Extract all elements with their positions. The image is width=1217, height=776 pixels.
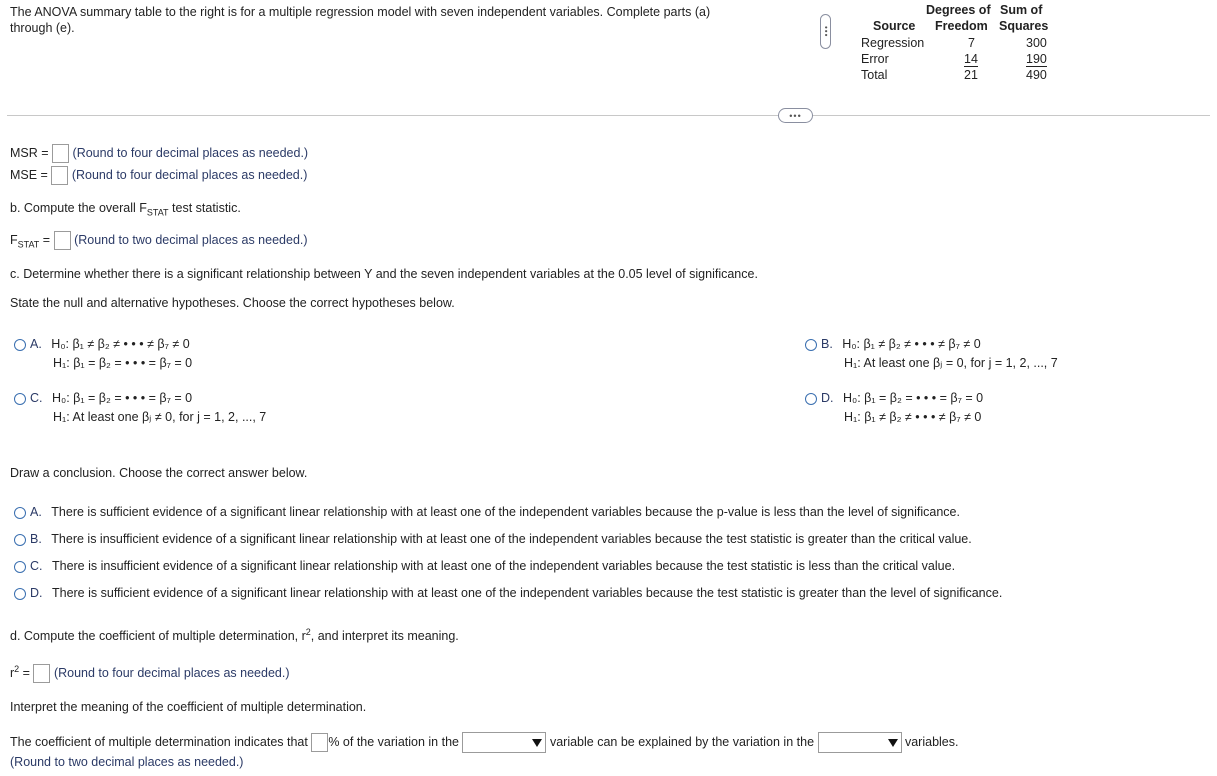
- radio-icon[interactable]: [14, 588, 26, 600]
- more-dots-icon: •••: [789, 110, 802, 121]
- sentence-part-3: variable can be explained by the variation in the: [549, 734, 815, 749]
- independent-variable-dropdown[interactable]: [818, 732, 902, 753]
- option-h1: H₁: β₁ = β₂ = • • • = β₇ = 0: [53, 356, 193, 370]
- stat-subscript: STAT: [146, 207, 169, 218]
- row-ss: 300: [1026, 36, 1047, 50]
- header-ss-line1: Sum of: [1000, 3, 1043, 17]
- hypotheses-prompt: State the null and alternative hypotheses. Choose the correct hypotheses below.: [10, 296, 455, 310]
- hypothesis-option-b[interactable]: [805, 335, 1058, 373]
- header-source: Source: [873, 19, 916, 33]
- option-h0: H₀: β₁ ≠ β₂ ≠ • • • ≠ β₇ ≠ 0: [842, 337, 981, 351]
- msr-input[interactable]: [52, 144, 69, 163]
- fstat-equals: =: [39, 232, 51, 247]
- msr-label: MSR =: [10, 145, 49, 160]
- section-divider: [7, 115, 1210, 116]
- option-text: There is insufficient evidence of a significant linear relationship with at least one of the independent variables because the test statistic is less than the critical value.: [51, 559, 956, 573]
- percent-input[interactable]: [311, 733, 328, 752]
- option-h1: H₁: At least one βⱼ ≠ 0, for j = 1, 2, ..., 7: [53, 410, 267, 424]
- option-letter: D.: [821, 391, 834, 405]
- header-ss-line2: Squares: [999, 19, 1049, 33]
- expand-button[interactable]: [778, 108, 813, 123]
- dropdown-arrow-icon: [530, 735, 543, 750]
- part-c-prompt: c. Determine whether there is a significant relationship between Y and the seven independent variables at the 0.05 level of significance.: [10, 267, 758, 281]
- percent-hint: (Round to two decimal places as needed.): [10, 755, 244, 769]
- header-df-line1: Degrees of: [926, 3, 991, 17]
- radio-icon[interactable]: [14, 339, 26, 351]
- fstat-hint: (Round to two decimal places as needed.): [74, 232, 308, 247]
- hypothesis-option-c[interactable]: [14, 389, 266, 427]
- radio-icon[interactable]: [805, 339, 817, 351]
- r2-hint: (Round to four decimal places as needed.): [53, 666, 290, 681]
- option-letter: A.: [30, 337, 42, 351]
- radio-icon[interactable]: [14, 534, 26, 546]
- row-df: 14: [964, 52, 978, 66]
- conclusion-option-a[interactable]: [14, 505, 960, 519]
- option-h1: H₁: β₁ ≠ β₂ ≠ • • • ≠ β₇ ≠ 0: [844, 410, 982, 424]
- fstat-subscript: STAT: [17, 239, 40, 250]
- r2-label: r: [10, 666, 15, 681]
- problem-intro: The ANOVA summary table to the right is for a multiple regression model with seven independent variables. Complete parts (a) through (e).: [10, 5, 711, 35]
- conclusion-option-c[interactable]: [14, 559, 955, 573]
- fstat-row: [10, 231, 308, 250]
- radio-icon[interactable]: [14, 393, 26, 405]
- side-handle[interactable]: [820, 14, 831, 49]
- option-h0: H₀: β₁ ≠ β₂ ≠ • • • ≠ β₇ ≠ 0: [51, 337, 190, 351]
- interpret-sentence: [10, 732, 958, 753]
- sentence-part-1: The coefficient of multiple determination indicates that: [10, 734, 308, 749]
- mse-hint: (Round to four decimal places as needed.): [71, 167, 308, 182]
- conclusion-option-d[interactable]: [14, 586, 1002, 600]
- conclusion-option-b[interactable]: [14, 532, 972, 546]
- mse-label: MSE =: [10, 167, 48, 182]
- part-d-prompt: [10, 627, 459, 643]
- option-text: There is sufficient evidence of a significant linear relationship with at least one of the independent variables because the p-value is less than the level of significance.: [51, 505, 960, 519]
- dropdown-arrow-icon: [886, 735, 899, 750]
- option-text: There is insufficient evidence of a significant linear relationship with at least one of the independent variables because the test statistic is greater than the critical value.: [51, 532, 972, 546]
- mse-row: [10, 166, 307, 185]
- option-h0: H₀: β₁ = β₂ = • • • = β₇ = 0: [51, 391, 193, 405]
- interpret-prompt: Interpret the meaning of the coefficient of multiple determination.: [10, 700, 367, 714]
- hypothesis-option-a[interactable]: [14, 335, 192, 373]
- row-df: 7: [968, 36, 975, 50]
- part-d-text-end: , and interpret its meaning.: [310, 629, 459, 644]
- option-letter: D.: [30, 586, 43, 600]
- header-df-line2: Freedom: [935, 19, 988, 33]
- r2-input[interactable]: [33, 664, 50, 683]
- part-b-text-end: test statistic.: [168, 201, 241, 215]
- option-h0: H₀: β₁ = β₂ = • • • = β₇ = 0: [842, 391, 984, 405]
- fstat-label: F: [10, 232, 18, 247]
- row-source: Error: [861, 52, 889, 66]
- msr-hint: (Round to four decimal places as needed.): [72, 145, 309, 160]
- fstat-input[interactable]: [54, 231, 71, 250]
- msr-row: [10, 144, 308, 163]
- part-b-text: b. Compute the overall F: [10, 201, 147, 215]
- conclusion-prompt: Draw a conclusion. Choose the correct answer below.: [10, 466, 308, 480]
- option-letter: C.: [30, 559, 43, 573]
- row-source: Regression: [861, 36, 925, 50]
- r2-equals: =: [19, 666, 30, 681]
- part-b-prompt: [10, 201, 241, 218]
- radio-icon[interactable]: [805, 393, 817, 405]
- mse-input[interactable]: [51, 166, 68, 185]
- more-dots-icon: •••: [821, 25, 831, 38]
- row-ss: 190: [1026, 52, 1047, 66]
- option-letter: B.: [30, 532, 42, 546]
- option-letter: B.: [821, 337, 833, 351]
- r2-label-superscript: 2: [14, 664, 20, 674]
- hypothesis-option-d[interactable]: [805, 389, 983, 427]
- r2-row: [10, 664, 290, 683]
- dependent-variable-dropdown[interactable]: [462, 732, 546, 753]
- row-source: Total: [861, 68, 888, 82]
- option-h1: H₁: At least one βⱼ = 0, for j = 1, 2, ..., 7: [844, 356, 1058, 370]
- r2-superscript: 2: [305, 627, 311, 637]
- option-text: There is sufficient evidence of a significant linear relationship with at least one of the independent variables because the test statistic is greater than the level of significance.: [51, 586, 1003, 600]
- sentence-part-2: % of the variation in the: [328, 734, 459, 749]
- part-d-text: d. Compute the coefficient of multiple determination, r: [10, 629, 306, 644]
- row-df: 21: [964, 68, 978, 82]
- sentence-part-4: variables.: [904, 734, 959, 749]
- option-letter: C.: [30, 391, 43, 405]
- radio-icon[interactable]: [14, 561, 26, 573]
- row-ss: 490: [1026, 68, 1047, 82]
- option-letter: A.: [30, 505, 42, 519]
- radio-icon[interactable]: [14, 507, 26, 519]
